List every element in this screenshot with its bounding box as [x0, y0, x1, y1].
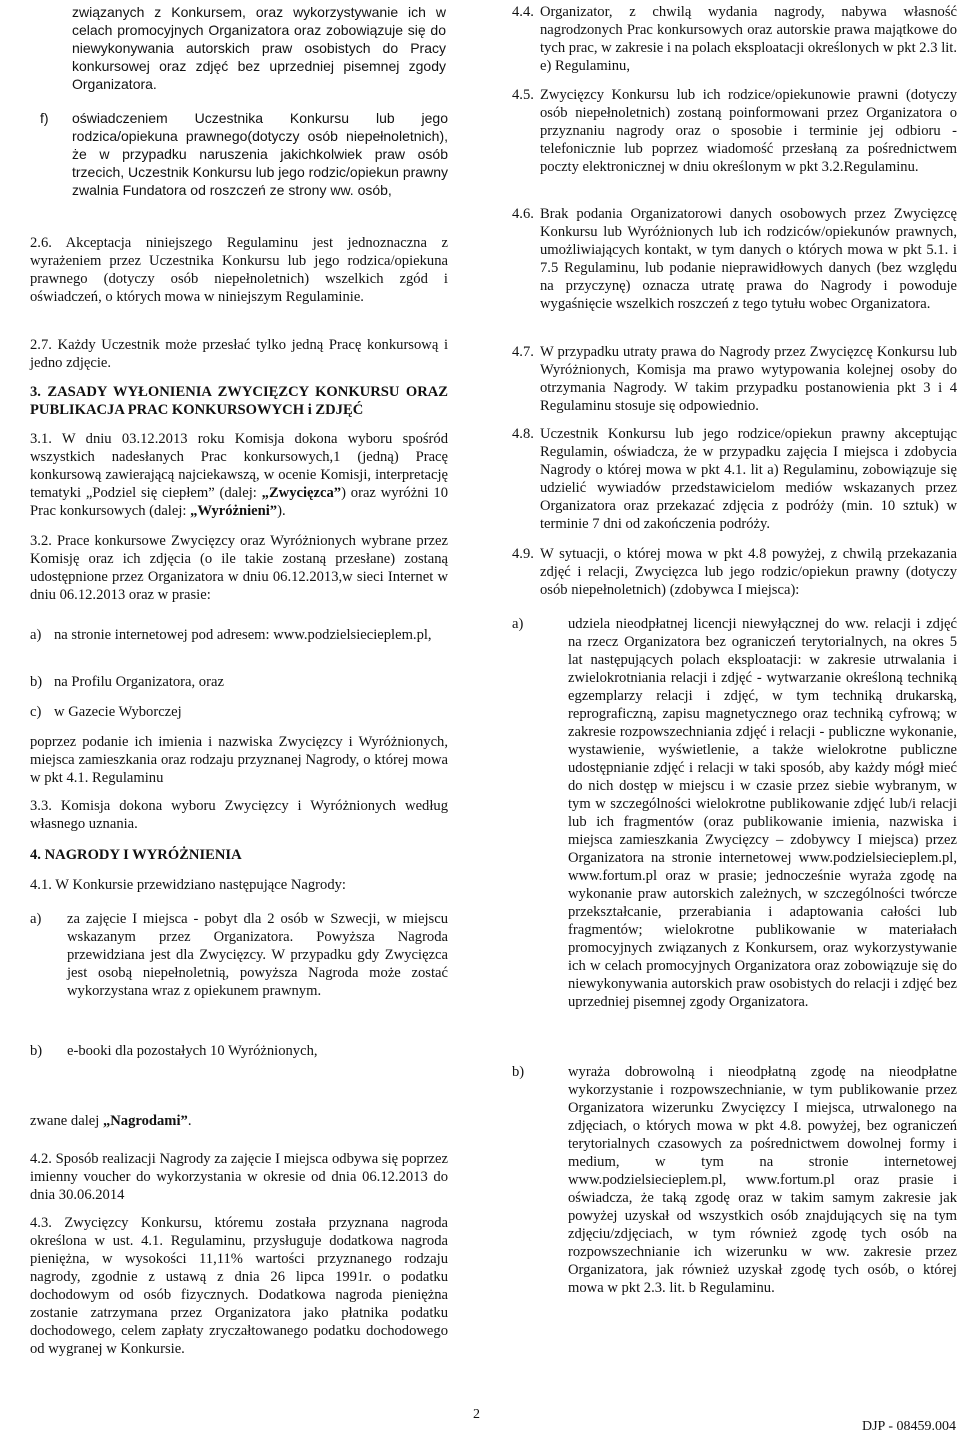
- section-text: Komisja dokona wyboru Zwycięzcy i Wyróżnionych według własnego uznania.: [30, 798, 448, 832]
- prizes-term: „Nagrodami”: [102, 1113, 188, 1129]
- section-number: 3.2.: [30, 533, 52, 549]
- section-number: 4.6.: [512, 206, 534, 222]
- section-3-3: [30, 797, 448, 833]
- item-label: a): [512, 616, 524, 632]
- distinguished-term: „Wyróżnieni”: [190, 503, 278, 519]
- section-text: Prace konkursowe Zwycięzcy oraz Wyróżnionych wybrane przez Komisję oraz ich zdjęcia (o ile takie zostaną przesłane) zostaną udostępnione przez Organizatora w dniu 06.12.2013,w sieci Internet w dniu 06.12.2013 oraz w prasie:: [30, 533, 448, 603]
- section-number: 2.7.: [30, 337, 52, 353]
- item-text: na stronie internetowej pod adresem: www.podzielsiecieplem.pl,: [54, 627, 432, 643]
- item-label: f): [40, 110, 49, 126]
- section-text: Organizator, z chwilą wydania nagrody, nabywa własność nagrodzonych Prac konkursowych oraz autorskie prawa majątkowe do tych prac, w zakresie i na polach eksploatacji określonych w pkt 2.3 lit. e) Regulaminu,: [540, 4, 958, 74]
- item-label: a): [30, 627, 42, 643]
- item-text: w Gazecie Wyborczej: [54, 704, 182, 720]
- section-number: 4.4.: [512, 4, 534, 20]
- item-label: b): [30, 1043, 43, 1059]
- section-4-2: [30, 1150, 448, 1204]
- item-text: oświadczeniem Uczestnika Konkursu lub jego rodzica/opiekuna prawnego(dotyczy osób niepełnoletnich), że w przypadku naruszenia jakichkolwiek praw osób trzecich, Uczestnik Konkursu lub jego rodzic/opiekun prawny zwalnia Fundatora od roszczeń ze strony ww. osób,: [72, 110, 448, 198]
- section-text-end: ).: [277, 503, 286, 519]
- item-text: e-booki dla pozostałych 10 Wyróżnionych,: [67, 1043, 318, 1059]
- section-text: Uczestnik Konkursu lub jego rodzice/opiekun prawny akceptując Regulamin, oświadcza, że w przypadku zajęcia I miejsca i zdobycia Nagrody o której mowa w pkt 4.1. lit a) Regulaminu, zobowiązuje się udzielić wywiadów przedstawicielom mediów wskazanych przez Organizatora oraz przekazać zdjęcia z podróży (min. 10 sztuk) w terminie 7 dni od zakończenia podróży.: [540, 426, 957, 532]
- section-number: 4.8.: [512, 426, 534, 442]
- section-2-7: [30, 336, 448, 372]
- prizes-definition: [30, 1112, 448, 1130]
- section-text: W przypadku utraty prawa do Nagrody przez Zwycięzcę Konkursu lub Wyróżnionych, Komisja ma prawo wytypowania kolejnej osoby do otrzymania Nagrody. W takim przypadku postanowienia pkt 3 i 4 Regulaminu stosuje się odpowiednio.: [540, 344, 957, 414]
- section-number: 3.3.: [30, 798, 52, 814]
- definition-text: zwane dalej: [30, 1113, 103, 1129]
- section-number: 4.9.: [512, 546, 534, 562]
- section-text: Każdy Uczestnik może przesłać tylko jedną Pracę konkursową i jedno zdjęcie.: [30, 337, 448, 371]
- section-3-2: [30, 532, 448, 604]
- item-text: za zajęcie I miejsca - pobyt dla 2 osób w Szwecji, w miejscu wskazanym przez Organizatora. Powyższa Nagroda przewidziana jest dla Zwycięzcy. W przypadku gdy Zwycięzca jest osobą niepełnoletnią, powyższa Nagroda może zostać wykorzystana wraz z opiekunem prawnym.: [67, 911, 448, 999]
- heading-text: ZASADY WYŁONIENIA ZWYCIĘZCY KONKURSU ORAZ PUBLIKACJA PRAC KONKURSOWYCH i ZDJĘĆ: [30, 384, 449, 418]
- heading-3: [30, 383, 448, 419]
- section-text: W dniu 03.12.2013 roku Komisja dokona wyboru spośród wszystkich nadesłanych Prac konkursowych,1 (jedną) Pracę konkursową zawierającą najciekawszą, w ocenie Komisji, interpretację tematyki „Podziel się ciepłem” (dalej:: [30, 431, 448, 501]
- section-text: Brak podania Organizatorowi danych osobowych przez Zwycięzcę Konkursu lub Wyróżnionych lub ich rodziców/opiekunów prawnych, umożliwiających kontakt, w tym danych o których mowa w pkt 5.1. i 7.5 Regulaminu, lub podanie nieprawidłowych danych (bez względu na przyczynę) oznacza utratę prawa do Nagrody i powoduje wygaśnięcie wszelkich roszczeń z tego tytułu wobec Organizatora.: [540, 206, 957, 312]
- section-number: 4.2.: [30, 1151, 52, 1167]
- heading-text: NAGRODY I WYRÓŻNIENIA: [44, 847, 242, 863]
- section-number: 2.6.: [30, 235, 52, 251]
- document-code: DJP - 08459.004: [862, 1419, 956, 1434]
- definition-end: .: [187, 1113, 192, 1129]
- section-4-1: [30, 876, 448, 894]
- section-number: 3.1.: [30, 431, 52, 447]
- winner-term: „Zwycięzca”: [261, 485, 342, 501]
- publication-paragraph: poprzez podanie ich imienia i nazwiska Zwycięzcy i Wyróżnionych, miejsca zamieszkania oraz rodzaju przyznanej Nagrody, o której mowa w pkt 4.1. Regulaminu: [30, 734, 448, 786]
- section-text: W Konkursie przewidziano następujące Nagrody:: [55, 877, 346, 893]
- section-text: W sytuacji, o której mowa w pkt 4.8 powyżej, z chwilą przekazania zdjęć i relacji, Zwycięzca lub jego rodzic/opiekun prawny (dotyczy osób niepełnoletnich) (zdobywca I miejsca):: [540, 546, 957, 598]
- item-text: wyraża dobrowolną i nieodpłatną zgodę na nieodpłatne wykorzystanie i rozpowszechnianie, w tym publikowanie przez Organizatora wizerunku Zwycięzcy I miejsca, utrwalonego na zdjęciach, o których mowa w pkt 4.8. powyżej, bez ograniczeń terytorialnych czasowych za pośrednictwem dowolnej formy i medium, w tym na stronie internetowej www.podzielsiecieplem.pl, www.fortum.pl oraz prasie i oświadcza, że taką zgodę oraz w takim samym zakresie jak powyżej uzyskał od wszystkich osób znajdujących się na tym zdjęciu/zdjęciach, w tym również zgodę tych osób na rozpowszechnianie ich wizerunku w ww. zakresie przez Organizatora, jak również uzyskał zgodę tych osób, o której mowa w pkt 2.3. lit. b Regulaminu.: [568, 1064, 957, 1296]
- item-label: b): [30, 674, 43, 690]
- section-2-6: [30, 234, 448, 306]
- item-text: udziela nieodpłatnej licencji niewyłącznej do ww. relacji i zdjęć na rzecz Organizatora bez ograniczeń terytorialnych, na okres 5 lat następujących polach eksploatacji: w zakresie utrwalania i zwielokrotniania relacji i zdjęć - wytwarzanie określoną techniką egzemplarzy relacji i zdjęć, w tym techniką drukarską, reprograficzną, zapisu magnetycznego oraz techniką cyfrową; w zakresie rozpowszechniania zdjęć i relacji - publiczne wykonanie, wystawienie, wyświetlenie, a także wielokrotne publiczne udostępnianie zdjęć i relacji w taki sposób, aby każdy mógł mieć do nich dostęp w miejscu i w czasie przez siebie wybranym, w tym w szczególności wielokrotne publikowanie zdjęć lub/i relacji lub ich fragmentów (oraz publikowanie imienia, nazwiska i miejsca zamieszkania Zwycięzcy – zdobywcy I miejsca) przez Organizatora na stronie internetowej www.podzielsiecieplem.pl, www.fortum.pl oraz w prasie; jednocześnie wyraża zgodę na wykonanie praw autorskich zależnych, w szczególności twórcze przekształcanie, przerabiania i adaptowania całości lub fragmentów; wielokrotne publikowanie w materiałach promocyjnych związanych z Konkursem, oraz wykorzystywanie ich w celach promocyjnych Organizatora oraz zobowiązuje się do niewykonywania autorskich praw osobistych do relacji i zdjęć bez uprzedniej pisemnej zgody Organizatora.: [568, 616, 957, 1010]
- item-label: a): [30, 911, 42, 927]
- section-number: 4.5.: [512, 87, 534, 103]
- continued-paragraph: związanych z Konkursem, oraz wykorzystywanie ich w celach promocyjnych Organizatora oraz zobowiązuje się do niewykonywania autorskich praw osobistych do Pracy konkursowej oraz zdjęć bez uprzedniej pisemnej zgody Organizatora.: [72, 4, 446, 92]
- item-text: na Profilu Organizatora, oraz: [54, 674, 224, 690]
- section-text: Zwycięzcy Konkursu, któremu została przyznana nagroda określona w ust. 4.1. Regulaminu, przysługuje dodatkowa nagroda pieniężna, w wysokości 11,11% wartości przyznanego rodzaju nagrody, zgodnie z ustawą z dnia 26 lipca 1991r. o podatku dochodowym od osób fizycznych. Dodatkowa nagroda pieniężna zostanie zatrzymana przez Organizatora jako płatnika podatku dochodowego, celem zapłaty zryczałtowanego podatku dochodowego od wygranej w Konkursie.: [30, 1215, 448, 1357]
- section-text: Sposób realizacji Nagrody za zajęcie I miejsca odbywa się poprzez imienny voucher do wykorzystania w okresie od dnia 06.12.2013 do dnia 30.06.2014: [30, 1151, 448, 1203]
- section-text: Akceptacja niniejszego Regulaminu jest jednoznaczna z wyrażeniem przez Uczestnika Konkursu lub jego rodzica/opiekuna prawnego (dotyczy osób niepełnoletnich) wszelkich zgód i oświadczeń, o których mowa w niniejszym Regulaminie.: [30, 235, 448, 305]
- heading-number: 3.: [30, 384, 41, 400]
- section-text: Zwycięzcy Konkursu lub ich rodzice/opiekunowie prawni (dotyczy osób niepełnoletnich) zostaną poinformowani przez Organizatora o przyznaniu nagrody oraz o sposobie i terminie jej odbioru - telefonicznie lub poprzez wiadomość przesłaną za pośrednictwem poczty elektronicznej w dniu określonym w pkt 3.2.Regulaminu.: [540, 87, 957, 175]
- heading-number: 4.: [30, 847, 41, 863]
- section-number: 4.3.: [30, 1215, 52, 1231]
- section-text-cont: ) oraz wyróżni 10 Prac konkursowych (dalej:: [30, 485, 448, 519]
- item-label: c): [30, 704, 42, 720]
- section-number: 4.7.: [512, 344, 534, 360]
- heading-4: [30, 846, 448, 864]
- page-number: 2: [473, 1407, 480, 1422]
- section-number: 4.1.: [30, 877, 52, 893]
- item-label: b): [512, 1064, 525, 1080]
- section-3-1: [30, 430, 448, 520]
- section-4-3: [30, 1214, 448, 1358]
